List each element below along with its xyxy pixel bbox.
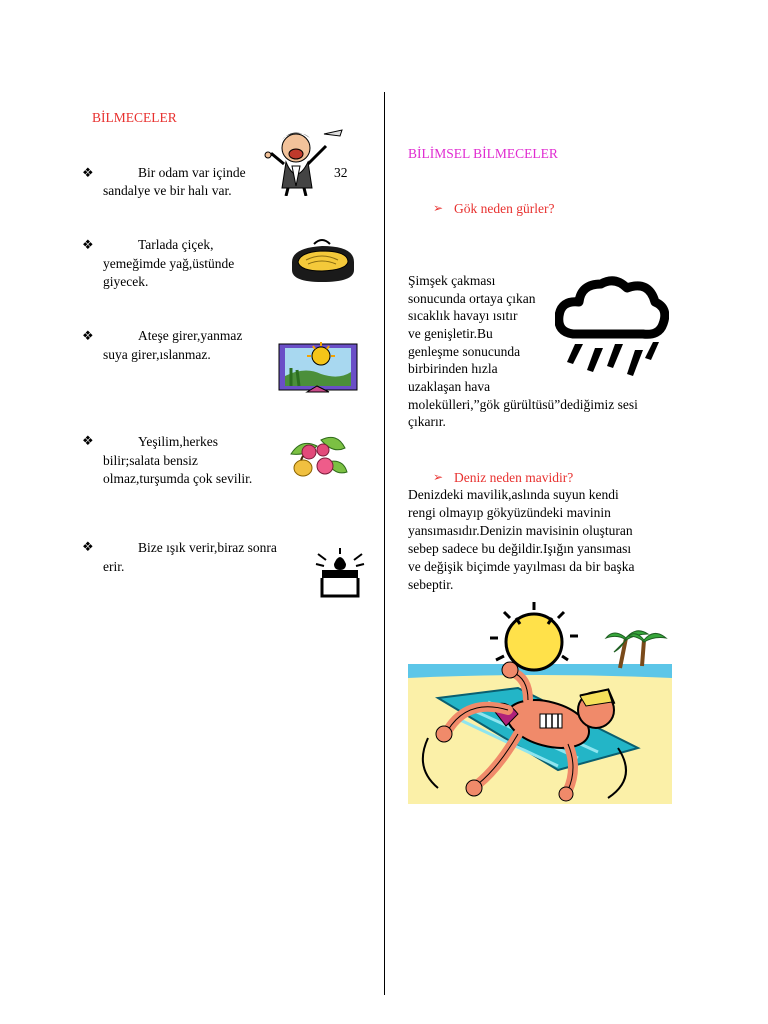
answer-2-line-2: rengi olmayıp gökyüzündeki mavinin <box>408 505 611 520</box>
question-2: Deniz neden mavidir? <box>454 470 574 485</box>
bullet-icon: ❖ <box>82 328 94 343</box>
arrow-bullet-icon: ➢ <box>433 470 444 484</box>
riddle-2-line-2: yemeğimde yağ,üstünde <box>103 256 235 271</box>
cotton-roll-icon <box>288 236 358 284</box>
bullet-icon: ❖ <box>82 165 94 180</box>
answer-1-line-4: ve genişletir.Bu <box>408 326 493 341</box>
riddle-3-line-2: suya girer,ıslanmaz. <box>103 347 211 362</box>
riddle-4-line-1: Yeşilim,herkes <box>138 434 219 449</box>
riddle-1-number: 32 <box>334 165 348 180</box>
riddle-4-line-3: olmaz,turşumda çok sevilir. <box>103 471 253 486</box>
rain-cloud-icon <box>555 272 669 384</box>
answer-1-line-6: birbirinden hızla <box>408 361 498 376</box>
fruit-basket-icon <box>287 432 349 482</box>
riddle-1-line-2: sandalye ve bir halı var. <box>103 183 232 198</box>
answer-2-line-4: sebep sadece bu değildir.Işığın yansıması <box>408 541 632 556</box>
candle-icon <box>312 548 368 598</box>
shouting-man-icon <box>264 126 346 196</box>
riddle-4-line-2: bilir;salata bensiz <box>103 453 198 468</box>
riddle-1-line-1: Bir odam var içinde <box>138 165 246 180</box>
answer-2-line-5: ve değişik biçimde yayılması da bir başka <box>408 559 635 574</box>
answer-1-line-1: Şimşek çakması <box>408 273 496 288</box>
sunbathing-beach-icon <box>408 598 672 804</box>
bullet-icon: ❖ <box>82 539 94 554</box>
bullet-icon: ❖ <box>82 433 94 448</box>
riddle-5-line-2: erir. <box>103 559 125 574</box>
answer-2-line-3: yansımasıdır.Denizin mavisinin oluşturan <box>408 523 633 538</box>
answer-1-line-2: sonucunda ortaya çıkan <box>408 291 536 306</box>
sun-landscape-icon <box>277 338 359 396</box>
right-heading: BİLİMSEL BİLMECELER <box>408 146 558 161</box>
answer-1-line-3: sıcaklık havayı ısıtır <box>408 308 518 323</box>
riddle-2-line-1: Tarlada çiçek, <box>138 237 214 252</box>
answer-1-line-5: genleşme sonucunda <box>408 344 521 359</box>
answer-1-line-7: uzaklaşan hava <box>408 379 491 394</box>
riddle-3-line-1: Ateşe girer,yanmaz <box>138 328 243 343</box>
column-divider <box>384 92 385 995</box>
riddle-5-line-1: Bize ışık verir,biraz sonra <box>138 540 277 555</box>
answer-1-line-8: molekülleri,”gök gürültüsü”dediğimiz sesi <box>408 397 638 412</box>
left-heading: BİLMECELER <box>92 110 177 125</box>
riddle-2-line-3: giyecek. <box>103 274 149 289</box>
answer-2-line-6: sebeptir. <box>408 577 454 592</box>
answer-2-line-1: Denizdeki mavilik,aslında suyun kendi <box>408 487 619 502</box>
bullet-icon: ❖ <box>82 237 94 252</box>
question-1: Gök neden gürler? <box>454 201 555 216</box>
arrow-bullet-icon: ➢ <box>433 201 444 215</box>
answer-1-line-9: çıkarır. <box>408 414 446 429</box>
